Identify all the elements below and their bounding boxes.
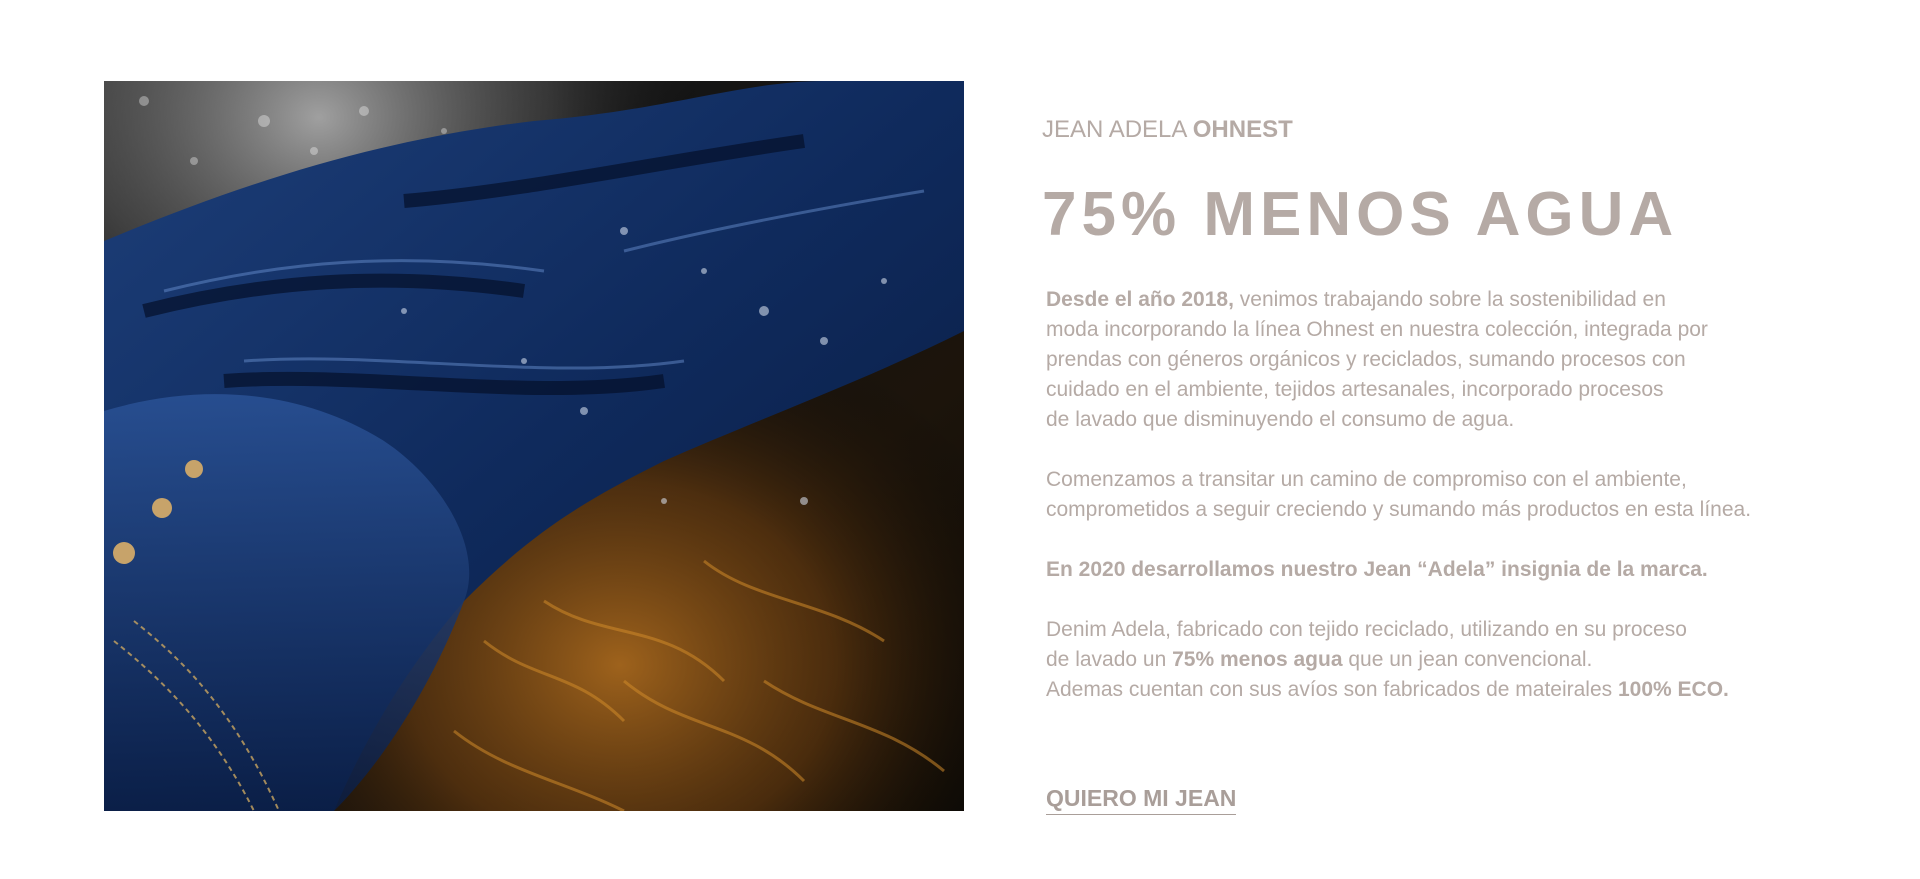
p4-line2c: que un jean convencional.	[1342, 648, 1593, 672]
p1-bold: Desde el año 2018,	[1046, 288, 1234, 312]
paragraph-4	[1046, 615, 1862, 705]
p2-line1: Comenzamos a transitar un camino de compromiso con el ambiente,	[1046, 468, 1687, 492]
paragraph-1	[1046, 285, 1862, 435]
p1-line2: moda incorporando la línea Ohnest en nuestra colección, integrada por	[1046, 318, 1708, 342]
eyebrow-brand: JEAN ADELA	[1042, 116, 1187, 143]
paragraph-3	[1046, 555, 1862, 585]
denim-jeans-in-water-photo	[104, 81, 964, 811]
paragraph-2	[1046, 465, 1862, 525]
p4-line1: Denim Adela, fabricado con tejido reciclado, utilizando en su proceso	[1046, 618, 1687, 642]
p2-line2: comprometidos a seguir creciendo y sumando más productos en esta línea.	[1046, 498, 1752, 522]
p4-line3a: Ademas cuentan con sus avíos son fabricados de mateirales	[1046, 678, 1618, 702]
eyebrow	[1042, 116, 1862, 144]
content-panel	[1042, 116, 1862, 815]
p1-line4: cuidado en el ambiente, tejidos artesanales, incorporado procesos	[1046, 378, 1664, 402]
denim-photo	[104, 81, 964, 811]
p4-line2b: 75% menos agua	[1172, 648, 1343, 672]
p1-line5: de lavado que disminuyendo el consumo de agua.	[1046, 408, 1515, 432]
p1-line3: prendas con géneros orgánicos y reciclados, sumando procesos con	[1046, 348, 1686, 372]
p1-line1: venimos trabajando sobre la sostenibilidad en	[1233, 288, 1666, 312]
eyebrow-line: OHNEST	[1192, 116, 1293, 143]
p3-bold: En 2020 desarrollamos nuestro Jean “Adela” insignia de la marca.	[1046, 558, 1708, 582]
headline: 75% MENOS AGUA	[1042, 180, 1679, 249]
body-copy	[1046, 285, 1862, 705]
p4-line3b: 100% ECO.	[1617, 678, 1729, 702]
quiero-mi-jean-link[interactable]: QUIERO MI JEAN	[1046, 785, 1236, 815]
p4-line2a: de lavado un	[1046, 648, 1173, 672]
